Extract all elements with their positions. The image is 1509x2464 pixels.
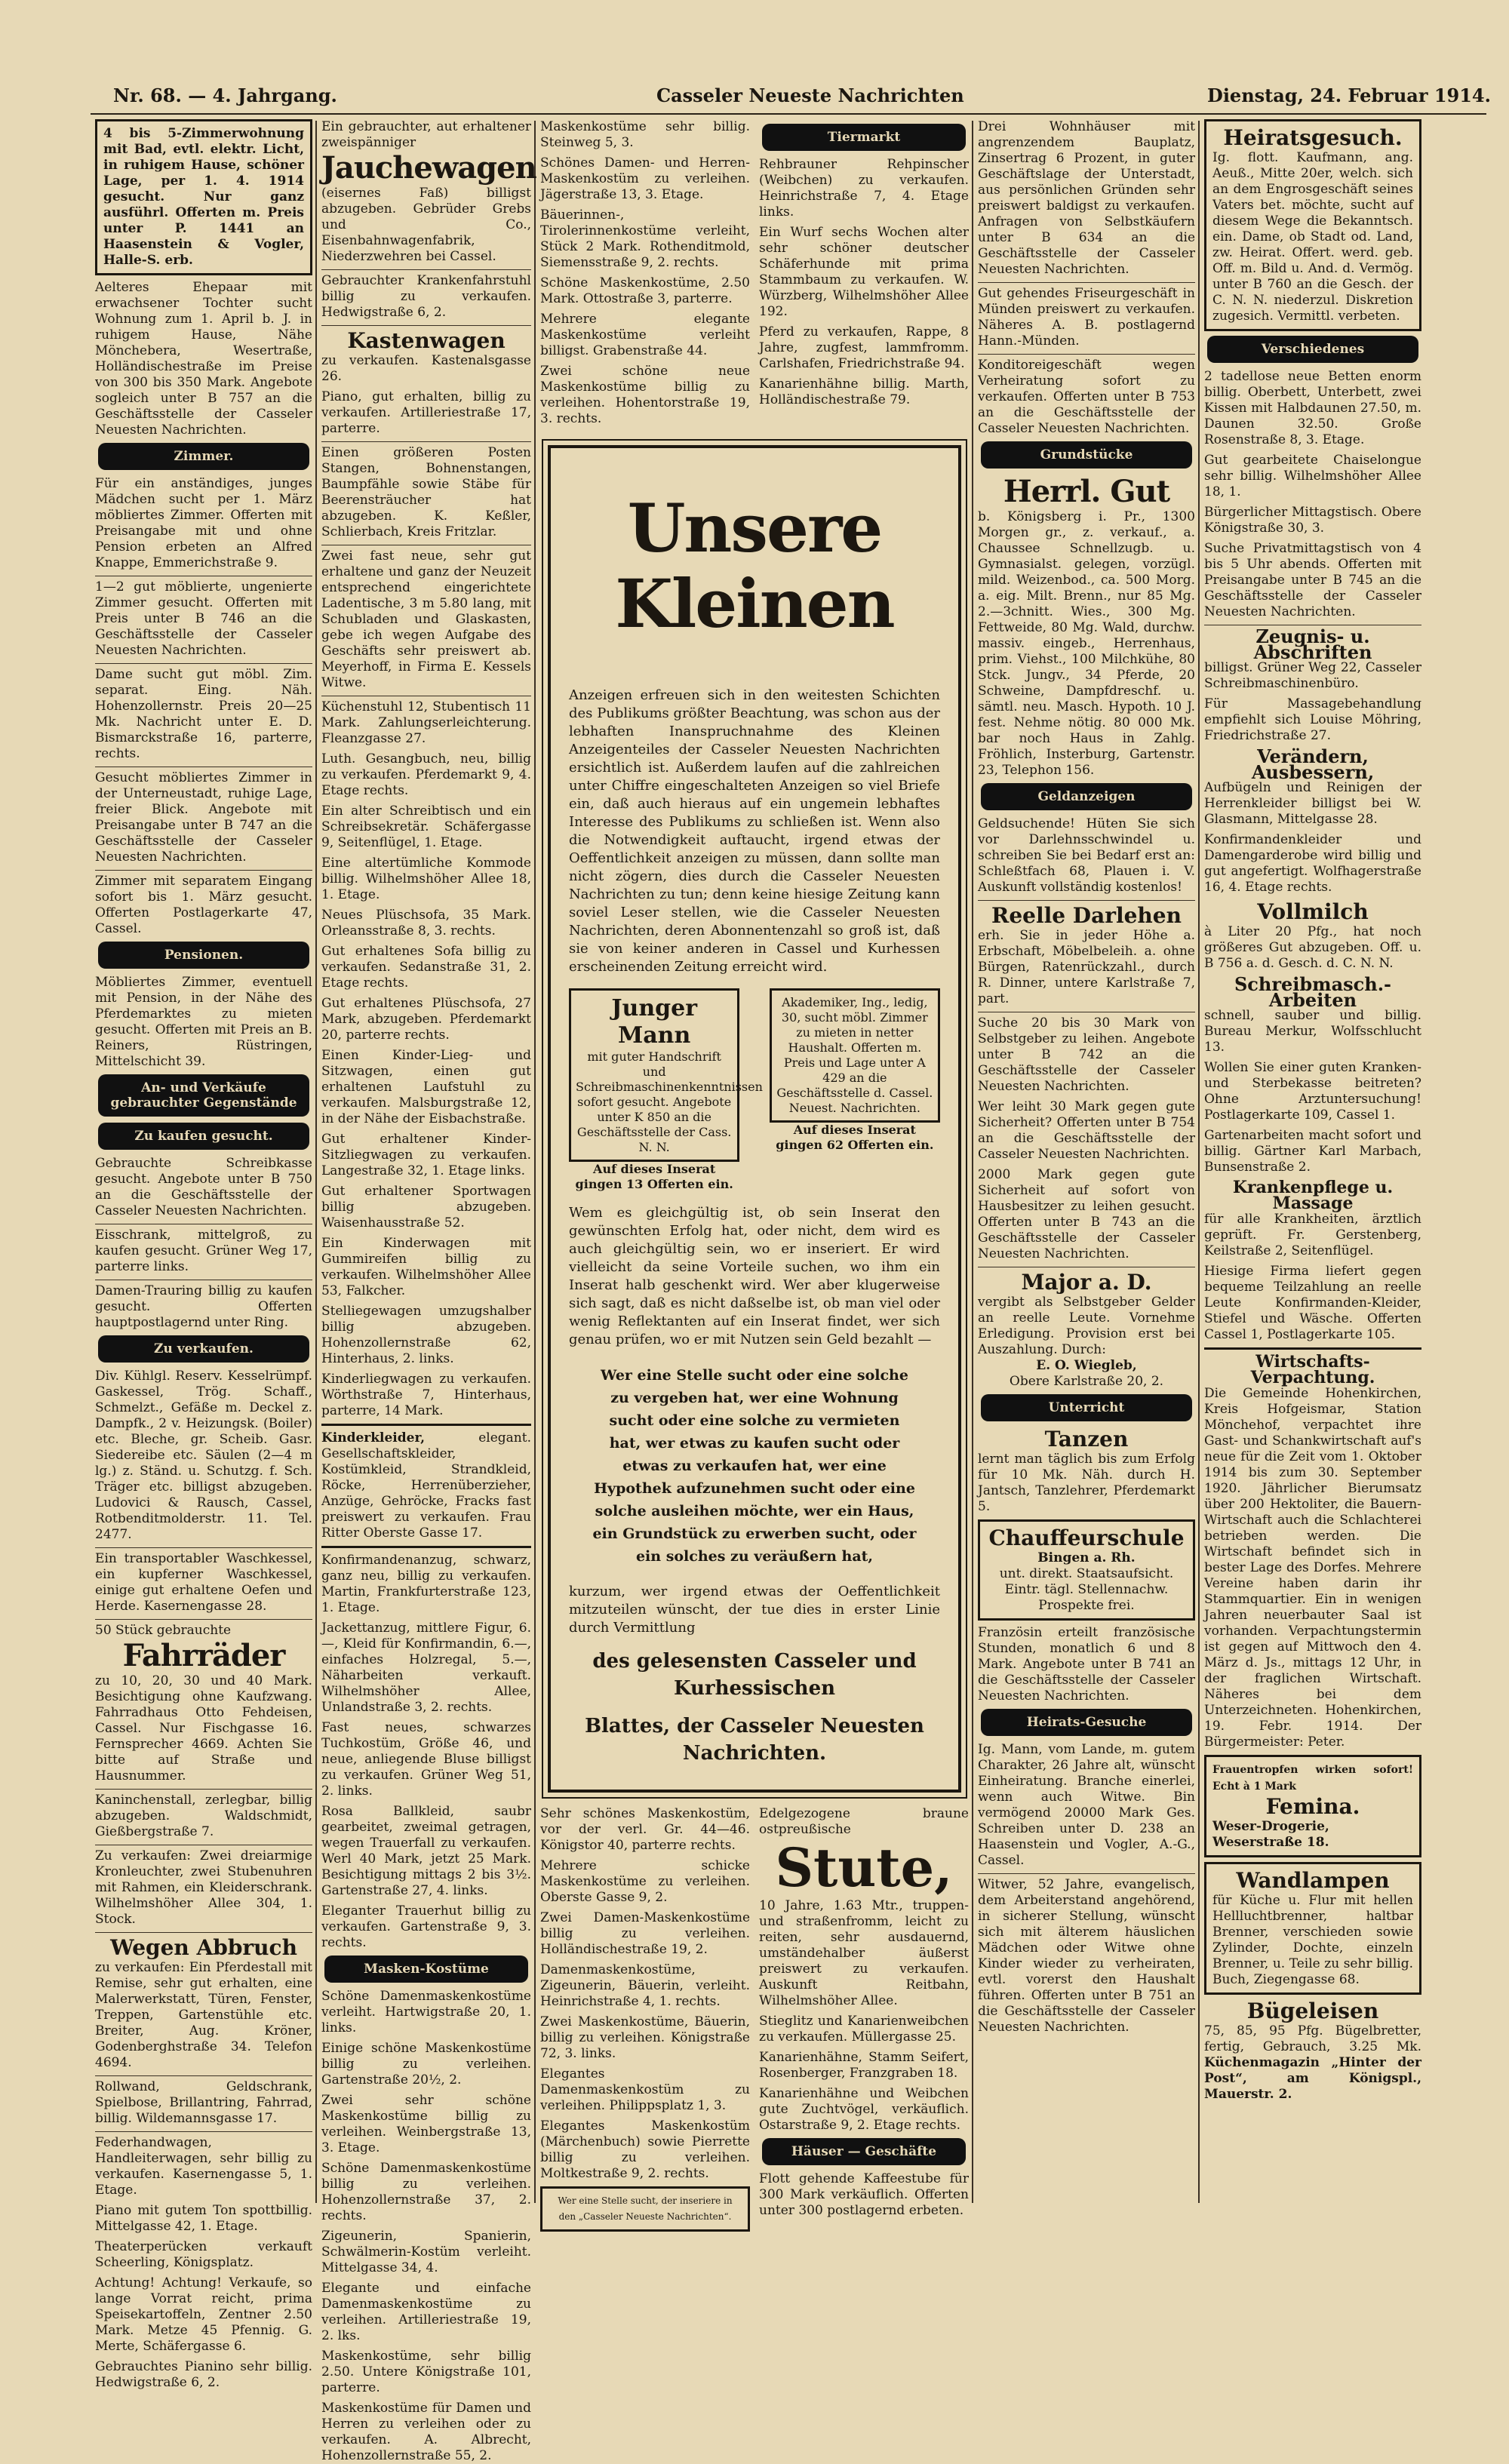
column-3: [536, 119, 973, 2222]
divider: [321, 1424, 531, 1426]
ad-zeugnis: [1204, 625, 1421, 692]
ad: Französin erteilt französische Stunden, monatlich 6 und 8 Mark. Angebote unter B 741 an die Geschäftsstelle der Casseler Neuesten Nachrichten.: [978, 1625, 1195, 1704]
ad: Dame sucht gut möbl. Zim. separat. Eing. Näh. Hohenzollernstr. Preis 20—25 Mk. Nachricht unter E. D. Bismarckstraße 16, parterre, rechts.: [95, 667, 312, 761]
divider: [978, 900, 1195, 901]
ad-veraendern: [1204, 745, 1421, 828]
divider: [95, 2131, 312, 2132]
ad-text: vergibt als Selbstgeber Gelder an reelle Leute. Vornehme Erledigung. Provision erst bei Auszahlung. Durch:: [978, 1295, 1195, 1357]
example-ad-box: [770, 988, 940, 1123]
ad: Damenmaskenkostüme, Zigeunerin, Bäuerin, verleiht. Heinrichstraße 4, 1. rechts.: [540, 1962, 750, 2009]
example-ad-text: Akademiker, Ing., ledig, 30, sucht möbl. Zimmer zu mieten in netter Haushalt. Offerten m. Preis und Lage unter A 429 an die Geschäftsstelle d. Cassel. Neuest. Nachrichten.: [776, 995, 933, 1115]
ad-note: Wer eine Stelle sucht, der inseriere in den „Casseler Neueste Nachrichten“.: [540, 2186, 750, 2232]
divider: [978, 1873, 1195, 1874]
example-ads: [569, 988, 940, 1192]
ad: Suche 20 bis 30 Mark von Selbstgeber zu leihen. Angebote unter B 742 an die Geschäftsstelle der Casseler Neuesten Nachrichten.: [978, 1015, 1195, 1094]
example-ad-result: Auf dieses Inserat gingen 13 Offerten ein.: [575, 1162, 733, 1191]
ad: 2 tadellose neue Betten enorm billig. Oberbett, Unterbett, zwei Kissen mit Halbdaunen 27.50, m. Daunen 32.50. Große Rosenstraße 8, 3. Etage.: [1204, 369, 1421, 447]
ad-buegeleisen: [1204, 1999, 1421, 2103]
divider: [1204, 1347, 1421, 1350]
ad: Kanarienhähne, Stamm Seifert, Rosenberger, Franzgraben 18.: [759, 2050, 969, 2081]
ad-headline: Wegen Abbruch: [110, 1935, 297, 1960]
ad: Piano mit gutem Ton spottbillig. Mittelgasse 42, 1. Etage.: [95, 2203, 312, 2234]
ad-text: billigst. Grüner Weg 22, Casseler Schreibmaschinenbüro.: [1204, 660, 1421, 691]
example-ad-result: Auf dieses Inserat gingen 62 Offerten ein.: [776, 1123, 934, 1152]
ad-schreibmasch: [1204, 973, 1421, 1055]
ad: Zwei fast neue, sehr gut erhaltene und ganz der Neuzeit entsprechend eingerichtete Ladentische, 3 m 5.80 lang, mit Schubladen und Glaskasten, gebe ich wegen Aufgabe des Geschäfts sehr preiswert ab. Meyerhoff, in Firma E. Kessels Witwe.: [321, 548, 531, 690]
ad: Hiesige Firma liefert gegen bequeme Teilzahlung an reelle Leute Konfirmanden-Kleider, Stiefel und Wäsche. Offerten Cassel 1, Postlagerkarte 105.: [1204, 1264, 1421, 1342]
divider: [321, 1546, 531, 1548]
ad: Ein transportabler Waschkessel, ein kupferner Waschkessel, einige gut erhaltene Oefen und Herde. Kasernengasse 28.: [95, 1551, 312, 1614]
issue-number: Nr. 68. — 4. Jahrgang.: [113, 84, 337, 106]
section-heading: Geldanzeigen: [981, 783, 1192, 810]
ad-text: für Küche u. Flur mit hellen Hellluchtbrenner, haltbar Brenner, verschieden sowie Zylinder, Dochte, einzeln Brenner, u. Teile zu sehr billig. Buch, Ziegengasse 68.: [1212, 1893, 1413, 1987]
ad-headline: Vollmilch: [1257, 899, 1369, 924]
divider: [95, 1789, 312, 1790]
promo-box-unsere-kleinen: [548, 445, 961, 1793]
ad-headline: Kinderkleider,: [321, 1430, 426, 1446]
ad: Schöne Damenmaskenkostüme billig zu verleihen. Hohenzollernstraße 37, 2. rechts.: [321, 2161, 531, 2223]
ad-headline: Zeugnis- u. Abschriften: [1253, 625, 1372, 663]
example-ad-title: Junger Mann: [611, 995, 697, 1049]
ad: Div. Kühlgl. Reserv. Kesselrümpf. Gaskessel, Trög. Schaff., Schmelzt., Gefäße m. Deckel z. Dampfk., 2 v. Heizungsk. (Boiler) etc. Bleche, gr. Scheib. Gasr. Siedereibe etc. Säulen (2—4 m lg.) z. Ständ. u. Schutzg. f. Sch. Träger etc. billigst abzugeben. Ludovici & Rausch, Cassel, Rotbenditmolderstr. 11. Tel. 2477.: [95, 1369, 312, 1542]
ad-apartment-wanted: 4 bis 5-Zimmerwohnung mit Bad, evtl. elektr. Licht, in ruhigem Hause, schöner Lage, per 1. 4. 1914 gesucht. Nur ganz ausführl. Offerten m. Preis unter P. 1441 an Haasenstein & Vogler, Halle-S. erb.: [95, 119, 312, 275]
ad: Rosa Ballkleid, saubr gearbeitet, zweimal getragen, wegen Trauerfall zu verkaufen. Werl 40 Mark, jetzt 25 Mark. Besichtigung mittags 2 bis 3½. Gartenstraße 27, 4. links.: [321, 1804, 531, 1898]
example-ad-text: mit guter Handschrift und Schreibmaschinenkenntnissen sofort gesucht. Angebote unter K 850 an die Geschäftsstelle der Cass. N. N.: [576, 1049, 763, 1154]
ad: Maskenkostüme sehr billig. Steinweg 5, 3.: [540, 119, 750, 150]
ad: Kanarienhähne billig. Marth, Holländischestraße 79.: [759, 376, 969, 407]
section-heading: Zimmer.: [98, 443, 309, 470]
page-header: [0, 0, 1509, 113]
section-heading: Grundstücke: [981, 441, 1192, 469]
section-heading: Masken-Kostüme: [324, 1956, 528, 1983]
ad-headline: Fahrräder: [122, 1638, 285, 1673]
ad-headline: Verändern, Ausbessern,: [1251, 745, 1375, 783]
ad-line: Frauentropfen wirken sofort! Echt à 1 Mark: [1212, 1764, 1413, 1793]
ad: Möbliertes Zimmer, eventuell mit Pension, in der Nähe des Pferdemarktes zu mieten gesucht. Offerten mit Preis an B. Reiners, Rüstringen, Mittelschicht 39.: [95, 975, 312, 1069]
ad-headline: Tanzen: [1044, 1427, 1129, 1452]
ad-headline: Major a. D.: [1021, 1270, 1152, 1295]
section-heading: Pensionen.: [98, 942, 309, 969]
ad: Aelteres Ehepaar mit erwachsener Tochter sucht Wohnung zum 1. April b. J. in ruhigem Hause, Nähe Mönchebera, Wesertraße, Holländischestraße im Preise von 300 bis 350 Mark. Angebote sogleich unter B 757 an die Geschäftsstelle der Casseler Neuesten Nachrichten.: [95, 280, 312, 438]
ad: Konditoreigeschäft wegen Verheiratung sofort zu verkaufen. Offerten unter B 753 an die Geschäftsstelle der Casseler Neuesten Nachrichten.: [978, 358, 1195, 436]
ad: Stieglitz und Kanarienweibchen zu verkaufen. Müllergasse 25.: [759, 2014, 969, 2045]
promo-paragraph: Anzeigen erfreuen sich in den weitesten Schichten des Publikums größter Beachtung, was schon aus der lebhaften Inanspruchnahme des Kleinen Anzeigenteiles der Casseler Neuesten Nachrichten ersichtlich ist. Außerdem laufen auf die zahlreichen unter Chiffre eingeschalteten Anzeigen so viel Briefe ein, daß auch hieraus auf ein ungemein lebhaftes Interesse des Publikums zu schließen ist. Wenn also die Notwendigkeit auftaucht, irgend etwas der Oeffentlichkeit anzeigen zu müssen, dann sollte man nicht zögern, dies durch die Casseler Neuesten Nachrichten zu tun; denn keine hiesige Zeitung kann soviel Leser stellen, wie die Casseler Neuesten Nachrichten, deren Abonnentenzahl so groß ist, daß sie von keiner anderen in Cassel und Kurhessen erscheinenden Zeitung erreicht wird.: [569, 687, 940, 975]
ad-text: erh. Sie in jeder Höhe a. Erbschaft, Möbelbeleih. a. ohne Bürgen, Ratenrückzahl., durch R. Dinner, untere Karlstraße 7, part.: [978, 928, 1195, 1006]
ad: Elegante und einfache Damenmaskenkostüme zu verleihen. Artilleriestraße 19, 2. lks.: [321, 2281, 531, 2343]
promo-paragraph: Wem es gleichgültig ist, ob sein Inserat den gewünschten Erfolg hat, oder nicht, dem wird es auch gleichgültig sein, wo er inseriert. Er wird vielleicht da seine Vorteile suchen, wo ihm ein Inserat halb geschenkt wird. Wer aber klugerweise sich sagt, daß es nicht daßselbe ist, ob man viel oder wenig Reflektanten auf ein Inserat findet, wer sich genau prüfen, wo er mit Nutzen sein Geld bezahlt —: [569, 1205, 940, 1347]
ad: Gut erhaltener Sportwagen billig abzugeben. Waisenhausstraße 52.: [321, 1184, 531, 1230]
ad: Kanarienhähne und Weibchen gute Zuchtvögel, verkäuflich. Ostarstraße 9, 2. Etage rechts.: [759, 2086, 969, 2133]
ad: Mehrere schicke Maskenkostüme zu verleihen. Oberste Gasse 9, 2.: [540, 1858, 750, 1905]
ad: Stelliegewagen umzugshalber billig abzugeben. Hohenzollernstraße 62, Hinterhaus, 2. links.: [321, 1304, 531, 1366]
section-heading: Verschiedenes: [1207, 336, 1418, 363]
ad-headline: Wirtschafts-Verpachtung.: [1250, 1352, 1375, 1387]
header-rule: [91, 113, 1486, 115]
ad: Theaterperücken verkauft Scheerling, Königsplatz.: [95, 2239, 312, 2270]
ad: Bäuerinnen-, Tirolerinnenkostüme verleiht, Stück 2 Mark. Rothenditmold, Siemensstraße 9, 2. rechts.: [540, 207, 750, 270]
lower-ads-right: [754, 1806, 973, 2236]
issue-date: Dienstag, 24. Februar 1914.: [1207, 84, 1491, 106]
ad: Kinderliegwagen zu verkaufen. Wörthstraße 7, Hinterhaus, parterre, 14 Mark.: [321, 1372, 531, 1418]
ad-headline: Kastenwagen: [347, 328, 506, 353]
ad-heiratsgesuch: [1204, 119, 1421, 331]
ad-text: Die Gemeinde Hohenkirchen, Kreis Hofgeismar, Station Mönchehof, verpachtet ihre Gast- und Schankwirtschaft auf's neue für die Zeit vom 1. Oktober 1914 bis zum 30. September 1920. Jährlicher Bierumsatz über 200 Hektoliter, die Bauern-Wirtschaft auch die Schlachterei betrieben werden. Die Wirtschaft befindet sich in bester Lage des Dorfes. Mehrere Vereine haben darin ihr Stammquartier. Ein in wenigen Jahren neuerbauter Saal ist vorhanden. Verpachtungstermin ist gegen auf Mittwoch den 4. März d. Js., mittags 12 Uhr, in der fraglichen Wirtschaft. Näheres bei dem Unterzeichneten. Hohenkirchen, 19. Febr. 1914. Der Bürgermeister: Peter.: [1204, 1386, 1421, 1750]
ad-text: 75, 85, 95 Pfg. Bügelbretter, fertig, Gebrauch, 3.25 Mk.: [1204, 2023, 1421, 2054]
divider: [95, 1619, 312, 1620]
ad: Witwer, 52 Jahre, evangelisch, dem Arbeiterstand angehörend, in sicherer Stellung, wünscht sich mit älterem häuslichen Mädchen oder Witwe ohne Kinder wieder zu verheiraten, evtl. vorerst den Haushalt führen. Offerten unter B 751 an die Geschäftsstelle der Casseler Neuesten Nachrichten.: [978, 1877, 1195, 2035]
ad: Ig. Mann, vom Lande, m. gutem Charakter, 26 Jahre alt, wünscht Einheiratung. Branche einerlei, wenn auch Witwe. Bin vermögend 20000 Mark Ges. Schreiben unter D. 238 an Haasenstein und Vogler, A.-G., Cassel.: [978, 1742, 1195, 1868]
ad-kastenwagen: [321, 329, 531, 385]
ad: 1—2 gut möblierte, ungenierte Zimmer gesucht. Offerten mit Preis unter B 746 an die Geschäftsstelle der Casseler Neuesten Nachrichten.: [95, 579, 312, 658]
ad-address: Obere Karlstraße 20, 2.: [1009, 1374, 1164, 1389]
ad: Sehr schönes Maskenkostüm, vor der verl. Gr. 44—46. Königstor 40, parterre rechts.: [540, 1806, 750, 1853]
ad-headline: Bügeleisen: [1246, 1999, 1379, 2023]
ad: 2000 Mark gegen gute Sicherheit auf sofort von Hausbesitzer zu leihen gesucht. Offerten unter B 743 an die Geschäftsstelle der Casseler Neuesten Nachrichten.: [978, 1167, 1195, 1261]
ad: Schönes Damen- und Herren-Maskenkostüm zu verleihen. Jägerstraße 13, 3. Etage.: [540, 155, 750, 202]
ad: Gut erhaltenes Plüschsofa, 27 Mark, abzugeben. Pferdemarkt 20, parterre rechts.: [321, 996, 531, 1043]
ad: Gebrauchtes Pianino sehr billig. Hedwigstraße 6, 2.: [95, 2359, 312, 2390]
ad: Flott gehende Kaffeestube für 300 Mark verkäuflich. Offerten unter 300 postlagernd erbeten.: [759, 2171, 969, 2218]
ad-text: elegant. Gesellschaftskleider, Kostümkleid, Strandkleid, Röcke, Herrenüberzieher, Anzüge, Gehröcke, Fracks fast preiswert zu verkaufen. Frau Ritter Oberste Gasse 17.: [321, 1430, 531, 1541]
divider: [95, 1547, 312, 1548]
ad-herrl-gut: [978, 475, 1195, 779]
ad: Konfirmandenanzug, schwarz, ganz neu, billig zu verkaufen. Martin, Frankfurterstraße 123, 1. Etage.: [321, 1553, 531, 1615]
ad: Zu verkaufen: Zwei dreiarmige Kronleuchter, zwei Stubenuhren mit Rahmen, ein Kleiderschrank. Wilhelmshöher Allee 304, 1. Stock.: [95, 1848, 312, 1927]
ad-text: à Liter 20 Pfg., hat noch größeres Gut abzugeben. Off. u. B 756 a. d. Gesch. d. C. N. N.: [1204, 924, 1421, 971]
ad-text: schnell, sauber und billig. Bureau Merkur, Wolfsschlucht 13.: [1204, 1008, 1421, 1055]
column-5: [1200, 119, 1426, 2203]
ad: Gut gehendes Friseurgeschäft in Münden preiswert zu verkaufen. Näheres A. B. postlagernd Hann.-Münden.: [978, 286, 1195, 349]
column-2: [317, 119, 536, 2463]
ad: Ein alter Schreibtisch und ein Schreibsekretär. Schäfergasse 9, Seitenflügel, 1. Etage.: [321, 803, 531, 850]
section-heading: Zu kaufen gesucht.: [98, 1123, 309, 1150]
ad: Luth. Gesangbuch, neu, billig zu verkaufen. Pferdemarkt 9, 4. Etage rechts.: [321, 751, 531, 798]
ad-text: Küchenmagazin „Hinter der Post“, am Königspl., Mauerstr. 2.: [1204, 2055, 1421, 2102]
ad-headline: Reelle Darlehen: [991, 903, 1182, 928]
ad: Gartenarbeiten macht sofort und billig. Gärtner Karl Marbach, Bunsenstraße 2.: [1204, 1128, 1421, 1175]
ad-text: Aufbügeln und Reinigen der Herrenkleider billigst bei W. Glasmann, Mittelgasse 28.: [1204, 780, 1421, 827]
ad: Wollen Sie einer guten Kranken- und Sterbekasse beitreten? Ohne Arztuntersuchung! Postlagerkarte 109, Cassel 1.: [1204, 1060, 1421, 1123]
ad: Jackettanzug, mittlere Figur, 6.—, Kleid für Konfirmandin, 6.—, einfaches Holzregal, 5.—, Näharbeiten verkauft. Wilhelmshöher Allee, Unlandstraße 3, 2. rechts.: [321, 1621, 531, 1715]
ad: Achtung! Achtung! Verkaufe, so lange Vorrat reicht, prima Speisekartoffeln, Zentner 2.50 Mark. Metze 45 Pfennig. G. Merte, Schäfergasse 6.: [95, 2275, 312, 2354]
ad-text: unt. direkt. Staatsaufsicht. Eintr. tägl. Stellennachw. Prospekte frei.: [999, 1566, 1174, 1613]
example-ad-1: [569, 988, 763, 1192]
example-ad-2: [770, 988, 940, 1192]
ad-text: b. Königsberg i. Pr., 1300 Morgen gr., z. verkauf., a. Chaussee Schnellzugb. u. Gymnasialst. gelegen, vorzügl. mild. Weizenbod., ca. 500 Morg. a. eig. Milt. Brenn., nur 85 Mg. 2.—3chnitt. Wies., 300 Mg. Fettweide, 80 Mg. Wald, durchw. massiv. eingeb., Herrenhaus, prim. Viehst., 100 Milchkühe, 80 Stck. Jungv., 34 Pferde, 20 Schweine, Dampfdreschf. u. sämtl. neu. Masch. Hypoth. 10 J. fest. Nehme nötig. 80 000 Mk. bar noch Haus in Zahlg. Fröhlich, Insterburg, Gartenstr. 23, Telephon 156.: [978, 509, 1195, 778]
section-heading: Unterricht: [981, 1394, 1192, 1421]
ad: Zwei sehr schöne Maskenkostüme billig zu verleihen. Weinbergstraße 13, 3. Etage.: [321, 2093, 531, 2155]
promo-closing: des gelesensten Casseler und Kurhessischen: [592, 1650, 917, 1700]
ad-kinderkleider: [321, 1430, 531, 1541]
ad: Ein Wurf sechs Wochen alter sehr schöner deutscher Schäferhunde mit prima Stammbaum zu verkaufen. W. Würzberg, Wilhelmshöher Allee 192.: [759, 225, 969, 319]
ad-demolition: [95, 1936, 312, 2071]
ad-line: Edelgezogene braune ostpreußische: [759, 1806, 969, 1837]
ad-text: für alle Krankheiten, ärztlich geprüft. Fr. Gerstenberg, Keilstraße 2, Seitenflügel.: [1204, 1212, 1421, 1258]
ad: Gebrauchter Krankenfahrstuhl billig zu verkaufen. Hedwigstraße 6, 2.: [321, 273, 531, 320]
ad-name: E. O. Wiegleb,: [1036, 1358, 1137, 1373]
divider: [95, 870, 312, 871]
ad-krankenpflege: [1204, 1180, 1421, 1259]
ad-text: (eisernes Faß) billigst abzugeben. Gebrüder Grebs und Co., Eisenbahnwagenfabrik, Niederzwehren bei Cassel.: [321, 186, 531, 264]
ad-text: zu verkaufen. Kastenalsgasse 26.: [321, 353, 531, 384]
ad-headline: Chauffeurschule: [988, 1525, 1185, 1550]
ad: Maskenkostüme für Damen und Herren zu verleihen oder zu verkaufen. A. Albrecht, Hohenzollernstraße 55, 2.: [321, 2401, 531, 2463]
ad: Gut erhaltener Kinder-Sitzliegwagen zu verkaufen. Langestraße 32, 1. Etage links.: [321, 1132, 531, 1178]
ad-wirtschafts-verpachtung: [1204, 1354, 1421, 1750]
ad: Maskenkostüme, sehr billig 2.50. Untere Königstraße 101, parterre.: [321, 2349, 531, 2395]
ad: Schöne Damenmaskenkostüme verleiht. Hartwigstraße 20, 1. links.: [321, 1989, 531, 2035]
promo-closing: Blattes, der Casseler Neuesten Nachrichten.: [585, 1715, 924, 1765]
ad-headline: Jauchewagen: [321, 150, 536, 186]
column-4: [973, 119, 1200, 2203]
ad-major: [978, 1270, 1195, 1390]
divider: [978, 354, 1195, 355]
lower-ads-left: [536, 1806, 754, 2236]
section-heading: Heirats-Gesuche: [981, 1709, 1192, 1736]
ad: Kaninchenstall, zerlegbar, billig abzugeben. Waldschmidt, Gießbergstraße 7.: [95, 1793, 312, 1839]
ad: Piano, gut erhalten, billig zu verkaufen. Artilleriestraße 17, parterre.: [321, 389, 531, 436]
ad: Neues Plüschsofa, 35 Mark. Orleansstraße 8, 3. rechts.: [321, 908, 531, 939]
ad-line: 50 Stück gebrauchte: [95, 1623, 232, 1638]
ad-stute: [759, 1806, 969, 2009]
ad-wandlampen: [1204, 1862, 1421, 1995]
ad: Elegantes Damenmaskenkostüm zu verleihen. Philippsplatz 1, 3.: [540, 2066, 750, 2113]
ad-chauffeurschule: [978, 1519, 1195, 1621]
promo-paragraph: kurzum, wer irgend etwas der Oeffentlichkeit mitzuteilen wünscht, der tue dies in erster Linie durch Vermittlung: [569, 1584, 940, 1636]
ad-line: Ein gebrauchter, aut erhaltener zweispänniger: [321, 119, 531, 150]
section-heading: Tiermarkt: [762, 124, 966, 151]
ad: Damen-Trauring billig zu kaufen gesucht. Offerten hauptpostlagernd unter Ring.: [95, 1283, 312, 1330]
section-heading: Häuser — Geschäfte: [762, 2138, 966, 2165]
ad: Zimmer mit separatem Eingang sofort bis 1. März gesucht. Offerten Postlagerkarte 47, Cassel.: [95, 874, 312, 936]
ad: Rollwand, Geldschrank, Spielbose, Brillantring, Fahrrad, billig. Wildemannsgasse 17.: [95, 2079, 312, 2126]
ad: Küchenstuhl 12, Stubentisch 11 Mark. Zahlungserleichterung. Fleanzgasse 27.: [321, 699, 531, 746]
section-heading: Zu verkaufen.: [98, 1335, 309, 1363]
ad: Suche Privatmittagstisch von 4 bis 5 Uhr abends. Offerten mit Preisangabe unter B 745 an die Geschäftsstelle der Casseler Neuesten Nachrichten.: [1204, 541, 1421, 619]
ad-darlehen: [978, 904, 1195, 1007]
top-ads-row: [536, 119, 973, 432]
ad: Elegantes Maskenkostüm (Märchenbuch) sowie Pierrette billig zu verleihen. Moltkestraße 9, 2. rechts.: [540, 2118, 750, 2181]
section-heading: An- und Verkäufe gebrauchter Gegenstände: [98, 1074, 309, 1117]
divider: [978, 282, 1195, 283]
ad: Gut erhaltenes Sofa billig zu verkaufen. Sedanstraße 31, 2. Etage rechts.: [321, 944, 531, 991]
ad: Eine altertümliche Kommode billig. Wilhelmshöher Allee 18, 1. Etage.: [321, 856, 531, 902]
ad-headline: Wandlampen: [1236, 1868, 1390, 1893]
promo-title: Unsere Kleinen: [615, 489, 894, 643]
ad-text: zu verkaufen: Ein Pferdestall mit Remise, sehr gut erhalten, eine Malerwerkstatt, Türen, Fenster, Treppen, Gartenstühle etc. Breiter, Aug. Kröner, Godenberghstraße 34. Telefon 4694.: [95, 1960, 312, 2070]
ad: Zigeunerin, Spanierin, Schwälmerin-Kostüm verleiht. Mittelgasse 34, 4.: [321, 2229, 531, 2275]
top-ads-left: [536, 119, 754, 432]
divider: [95, 663, 312, 664]
ad: Zwei Maskenkostüme, Bäuerin, billig zu verleihen. Königstraße 72, 3. links.: [540, 2014, 750, 2061]
ad: Zwei Damen-Maskenkostüme billig zu verleihen. Holländischestraße 19, 2.: [540, 1910, 750, 1957]
ad: Konfirmandenkleider und Damengarderobe wird billig und gut angefertigt. Wolfhagerstraße 16, 4. Etage rechts.: [1204, 832, 1421, 895]
divider: [321, 325, 531, 326]
ad-headline: Herrl. Gut: [1003, 474, 1170, 509]
ad: Zwei schöne neue Maskenkostüme billig zu verleihen. Hohentorstraße 19, 3. rechts.: [540, 364, 750, 426]
ad-tanzen: [978, 1427, 1195, 1515]
ad: Ein Kinderwagen mit Gummireifen billig zu verkaufen. Wilhelmshöher Allee 53, Falkcher.: [321, 1236, 531, 1298]
ad: Fast neues, schwarzes Tuchkostüm, Größe 46, und neue, anliegende Bluse billigst zu verkaufen. Grüner Weg 51, 2. links.: [321, 1720, 531, 1799]
top-ads-right: [754, 119, 973, 432]
ad: Pferd zu verkaufen, Rappe, 8 Jahre, zugfest, lammfromm. Carlshafen, Friedrichstraße 94.: [759, 324, 969, 371]
lower-ads-row: [536, 1806, 973, 2236]
ad: Gut gearbeitete Chaiselongue sehr billig. Wilhelmshöher Allee 18, 1.: [1204, 453, 1421, 499]
ad-text: Ig. flott. Kaufmann, ang. Aeuß., Mitte 20er, welch. sich an dem Engrosgeschäft seines Vaters bet. möchte, sucht auf diesem Wege die Bekanntsch. ein. Dame, ob Stadt od. Land, zw. Heirat. Offert. werd. geb. Off. m. Bild u. And. d. Vermög. unter B 760 an die Gesch. der C. N. N. niederzul. Diskretion zugesich. Vermittl. verbeten.: [1212, 150, 1413, 324]
ad: Für Massagebehandlung empfiehlt sich Louise Möhring, Friedrichstraße 27.: [1204, 696, 1421, 743]
divider: [95, 2075, 312, 2076]
ad-headline: Femina.: [1265, 1794, 1360, 1819]
ad-headline: Heiratsgesuch.: [1223, 125, 1403, 150]
ad-text: 10 Jahre, 1.63 Mtr., truppen- und straßenfromm, leicht zu reiten, sehr ausdauernd, umständehalber äußerst preiswert zu verkaufen. Auskunft Reitbahn, Wilhelmshöher Allee.: [759, 1898, 969, 2008]
ad: Schöne Maskenkostüme, 2.50 Mark. Ottostraße 3, parterre.: [540, 275, 750, 306]
ad-headline: Schreibmasch.-Arbeiten: [1234, 973, 1392, 1011]
ad: Mehrere elegante Maskenkostüme verleiht billigst. Grabenstraße 44.: [540, 312, 750, 358]
ad: Einen größeren Posten Stangen, Bohnenstangen, Baumpfähle sowie Stäbe für Beerensträucher hat abzugeben. K. Keßler, Schlierbach, Kreis Fritzlar.: [321, 445, 531, 539]
divider: [321, 441, 531, 442]
ad: Gebrauchte Schreibkasse gesucht. Angebote unter B 750 an die Geschäftsstelle der Casseler Neuesten Nachrichten.: [95, 1156, 312, 1218]
ad: Rehbrauner Rehpinscher (Weibchen) zu verkaufen. Heinrichstraße 7, 4. Etage links.: [759, 157, 969, 220]
column-1: [91, 119, 317, 2390]
example-ad-box: [569, 988, 763, 1162]
ad: Eleganter Trauerhut billig zu verkaufen. Gartenstraße 9, 3. rechts.: [321, 1903, 531, 1950]
ad-vollmilch: [1204, 900, 1421, 972]
ad-text: Weser-Drogerie, Weserstraße 18.: [1212, 1819, 1329, 1850]
ad: Federhandwagen, Handleiterwagen, sehr billig zu verkaufen. Kasernengasse 5, 1. Etage.: [95, 2135, 312, 2198]
promo-list: Wer eine Stelle sucht oder eine solche zu vergeben hat, wer eine Wohnung sucht oder eine solche zu vermieten hat, wer etwas zu kaufen sucht oder etwas zu verkaufen hat, wer eine Hypothek aufzunehmen sucht oder eine solche ausleihen möchte, wer ein Haus, ein Grundstück zu erwerben sucht, oder ein solches zu veräußern hat,: [592, 1367, 917, 1565]
ad-subheadline: Bingen a. Rh.: [1037, 1550, 1136, 1565]
ad-femina: [1204, 1755, 1421, 1857]
ad-headline: Krankenpflege u. Massage: [1232, 1178, 1394, 1213]
ad: Geldsuchende! Hüten Sie sich vor Darlehnsschwindel u. schreiben Sie bei Bedarf erst an: Schleßtfach 68, Plauen i. V. Auskunft vollständig kostenlos!: [978, 816, 1195, 895]
ad: Für ein anständiges, junges Mädchen sucht per 1. März möbliertes Zimmer. Offerten mit Preisangabe mit und ohne Pension erbeten an Alfred Knappe, Emmerichstraße 9.: [95, 476, 312, 570]
ad: Drei Wohnhäuser mit angrenzendem Bauplatz, Zinsertrag 6 Prozent, in guter Geschäftslage der Unterstadt, aus persönlichen Gründen sehr preiswert baldigst zu verkaufen. Anfragen von Selbstkäufern unter B 634 an die Geschäftsstelle der Casseler Neuesten Nachrichten.: [978, 119, 1195, 277]
ad-headline: Stute,: [775, 1836, 953, 1899]
ad: Einen Kinder-Lieg- und Sitzwagen, einen gut erhaltenen Laufstuhl zu verkaufen. Malsburgstraße 12, in der Nähe der Eisbachstraße.: [321, 1048, 531, 1126]
ad: Eisschrank, mittelgroß, zu kaufen gesucht. Grüner Weg 17, parterre links.: [95, 1227, 312, 1274]
divider: [321, 269, 531, 270]
ad-text: lernt man täglich bis zum Erfolg für 10 Mk. Näh. durch H. Jantsch, Tanzlehrer, Pferdemarkt 5.: [978, 1452, 1195, 1514]
ad: Wer leiht 30 Mark gegen gute Sicherheit? Offerten unter B 754 an die Geschäftsstelle der Casseler Neuesten Nachrichten.: [978, 1099, 1195, 1162]
ad: Bürgerlicher Mittagstisch. Obere Königstraße 30, 3.: [1204, 505, 1421, 536]
ad: Gesucht möbliertes Zimmer in der Unterneustadt, ruhige Lage, freier Blick. Angebote mit Preisangabe unter B 747 an die Geschäftsstelle der Casseler Neuesten Nachrichten.: [95, 770, 312, 865]
ad-bicycles: [95, 1623, 312, 1784]
ad-jauchewagen: [321, 119, 536, 265]
ad: Einige schöne Maskenkostüme billig zu verleihen. Gartenstraße 20½, 2.: [321, 2041, 531, 2088]
divider: [95, 1932, 312, 1933]
newspaper-name: Casseler Neueste Nachrichten: [656, 84, 964, 106]
ad-text: zu 10, 20, 30 und 40 Mark. Besichtigung ohne Kaufzwang. Fahrradhaus Otto Fehdeisen, Cassel. Nur Fischgasse 16. Fernsprecher 4669. Achten Sie bitte auf Straße und Hausnummer.: [95, 1673, 312, 1783]
